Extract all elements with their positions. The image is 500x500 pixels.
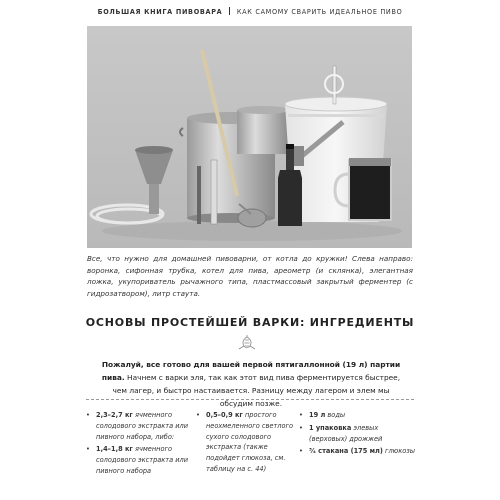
hydrometer-jar (211, 160, 217, 224)
dashed-divider (86, 399, 414, 400)
intro-paragraph (98, 358, 404, 410)
list-item: • ³⁄₄ стакана (175 мл) глюкозы (299, 446, 415, 457)
photo-caption: Все, что нужно для домашней пивоварни, от котла до кружки! Слева направо: воронка, сифонная трубка, котел для пива, ареометр (и склянка), элегантная ложка, укупориватель рычажного типа, пластмассовый закрытый ферментер (с гидрозатвором), литр стаута. (87, 254, 413, 298)
kettle-lid (237, 106, 289, 154)
list-item: • 0,5–0,9 кг простого неохмеленного светлого сухого солодового экстракта (также подойдет глюкоза, см. таблицу на с. 44) (196, 410, 300, 475)
equipment-photo (87, 26, 412, 248)
funnel (135, 146, 173, 214)
ingredients-column-2 (196, 410, 300, 477)
hydrometer (197, 166, 201, 224)
header-separator (229, 7, 230, 15)
chapter-title: КАК САМОМУ СВАРИТЬ ИДЕАЛЬНОЕ ПИВО (236, 7, 403, 16)
intro-text: Начнем с варки эля, так как этот вид пива ферментируется быстрее, чем лагер, и быстро настаивается. Разницу между лагером и элем мы обсудим позже. (112, 373, 401, 408)
list-item: • 1,4–1,8 кг ячменного солодового экстракта или пивного набора (86, 444, 196, 476)
section-heading: ОСНОВЫ ПРОСТЕЙШЕЙ ВАРКИ: ИНГРЕДИЕНТЫ (85, 316, 415, 329)
list-item: • 1 упаковка элевых (верховых) дрожжей (299, 423, 415, 445)
running-header (0, 7, 500, 16)
list-item: • 19 л воды (299, 410, 415, 421)
hop-icon (236, 335, 258, 353)
list-item: • 2,3–2,7 кг ячменного солодового экстракта или пивного набора, либо: (86, 410, 196, 442)
book-title: БОЛЬШАЯ КНИГА ПИВОВАРА (97, 7, 223, 16)
ingredients-column-3 (299, 410, 415, 459)
intro-lead: Пожалуй, все готово для вашей первой пятигаллонной (19 л) партии пива. (101, 360, 401, 382)
ingredients-column-1 (86, 410, 196, 479)
